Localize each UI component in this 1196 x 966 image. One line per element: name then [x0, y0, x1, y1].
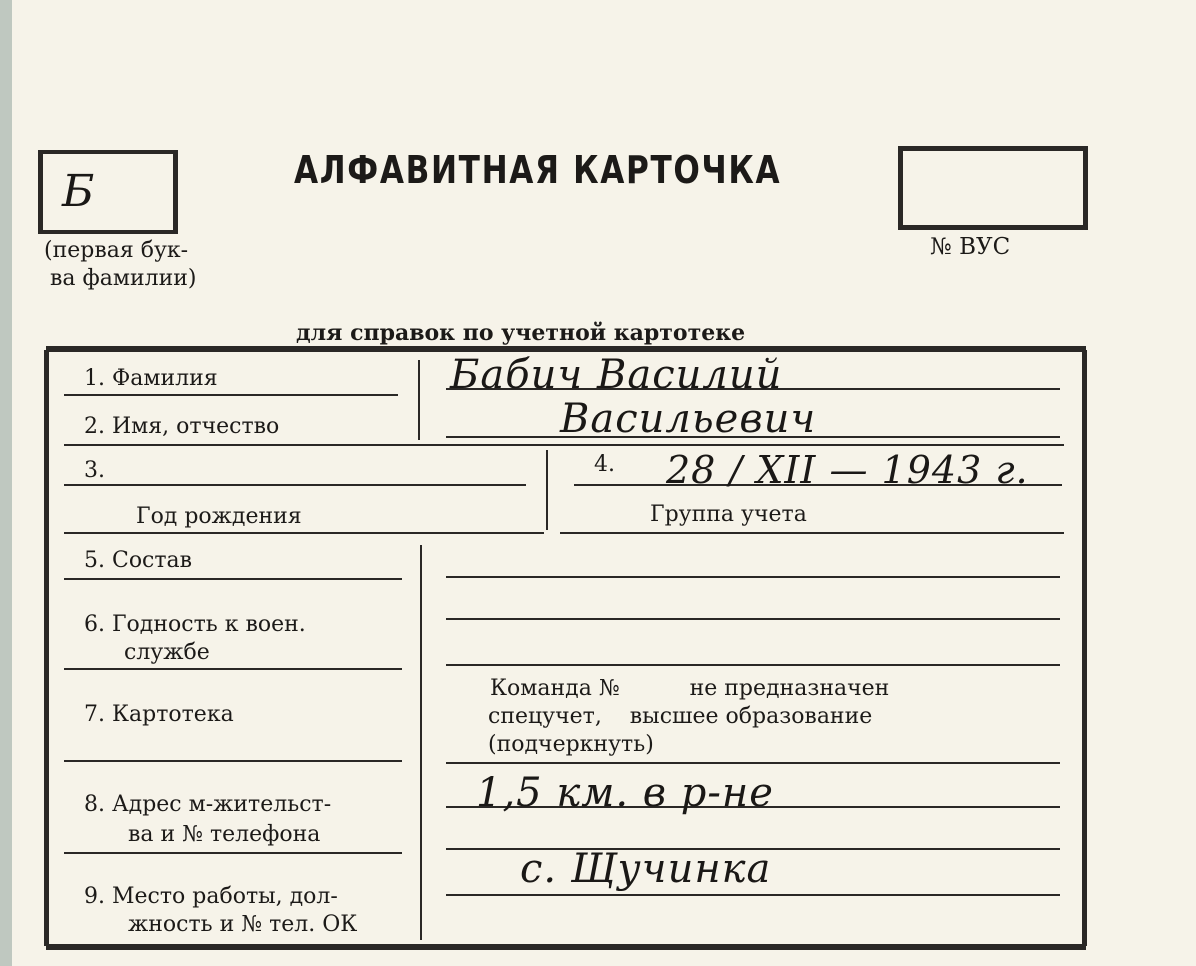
field-8-label-line2: ва и № телефона [128, 822, 321, 847]
handwritten-group: 28 / XII — 1943 г. [666, 448, 1029, 492]
field-2-label: 2. Имя, отчество [84, 414, 280, 439]
rule-5b-right [446, 618, 1060, 620]
field-6-label-line1: 6. Годность к воен. [84, 612, 306, 637]
frame-bottom [46, 944, 1086, 950]
handwritten-address-line1: 1,5 км. в р-не [476, 770, 774, 816]
vus-label: № ВУС [930, 234, 1011, 260]
field-4-caption: Группа учета [650, 502, 807, 527]
handwritten-address-line2: с. Щучинка [520, 846, 772, 892]
divider-middle [546, 450, 548, 530]
rule-7-right [446, 762, 1060, 764]
card-title: АЛФАВИТНАЯ КАРТОЧКА [294, 148, 782, 192]
rule-3 [64, 484, 526, 486]
field-3-label: 3. [84, 458, 105, 483]
rule-5-left [64, 578, 402, 580]
field-8-label-line1: 8. Адрес м-жительст- [84, 792, 332, 817]
handwritten-surname-name: Бабич Василий [450, 352, 783, 398]
rule-6-left [64, 668, 402, 670]
field-3-caption: Год рождения [136, 504, 302, 529]
rule-7-left [64, 760, 402, 762]
vus-box [898, 146, 1088, 230]
field-6-label-line2: службе [124, 640, 210, 665]
rule-6-right [446, 664, 1060, 666]
rule-4-bottom [560, 532, 1064, 534]
frame-right [1082, 350, 1087, 946]
frame-left [44, 350, 49, 946]
divider-upper [418, 360, 420, 440]
letter-box [38, 150, 178, 234]
card-edge [0, 0, 12, 966]
letter-caption-line1: (первая бук- [44, 238, 189, 263]
rule-8-left [64, 852, 402, 854]
field-7-text-line3: (подчеркнуть) [488, 732, 654, 757]
letter-box-value: Б [62, 166, 96, 217]
field-1-label: 1. Фамилия [84, 366, 218, 391]
divider-lower [420, 545, 422, 940]
handwritten-patronymic: Васильевич [560, 396, 817, 442]
field-5-label: 5. Состав [84, 548, 193, 573]
card-subtitle: для справок по учетной картотеке [296, 320, 746, 346]
field-7-label: 7. Картотека [84, 702, 234, 727]
field-7-text-line2: спецучет, высшее образование [488, 704, 873, 729]
letter-caption-line2: ва фамилии) [50, 266, 197, 291]
field-9-label-line2: жность и № тел. ОК [128, 912, 358, 937]
rule-5-right [446, 576, 1060, 578]
field-9-label-line1: 9. Место работы, дол- [84, 884, 338, 909]
rule-1-left [64, 394, 398, 396]
field-7-text-line1: Команда № не предназначен [490, 676, 890, 701]
rule-3-bottom [64, 532, 544, 534]
rule-8-right-c [446, 894, 1060, 896]
field-4-label: 4. [594, 452, 615, 477]
rule-2-full [64, 444, 1064, 446]
